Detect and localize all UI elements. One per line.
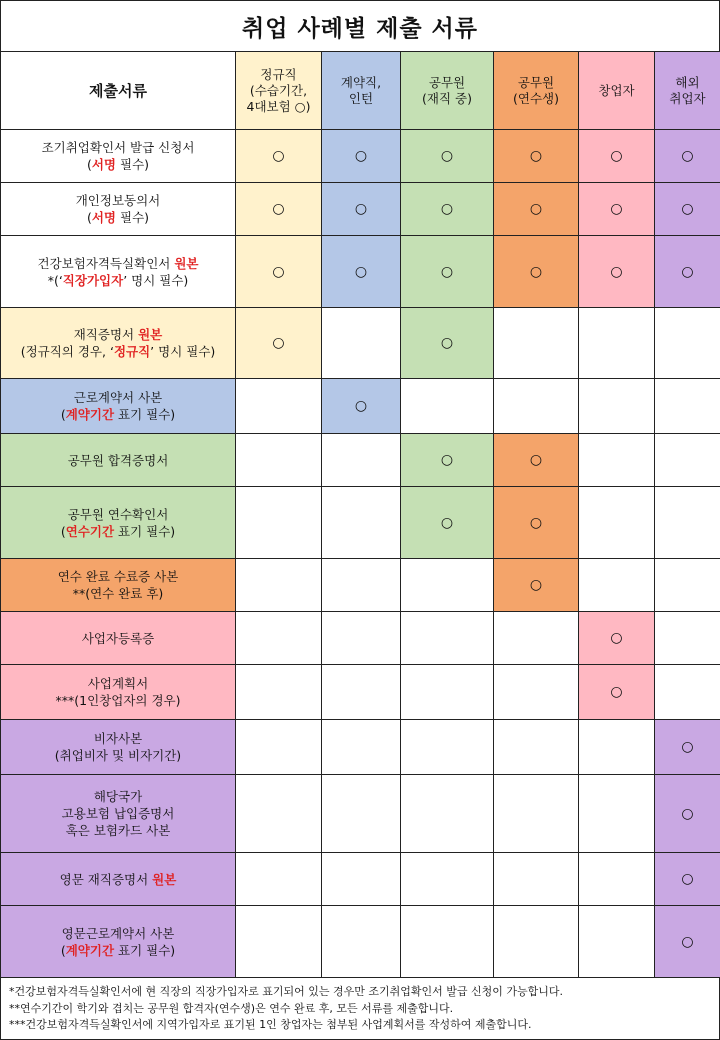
document-note: ’ 명시 필수)	[123, 272, 189, 288]
table-row	[1, 720, 720, 775]
document-note: 표기 필수)	[114, 942, 176, 958]
document-name-cell	[1, 434, 236, 487]
document-note: *(‘	[47, 272, 63, 288]
mark-cell	[401, 775, 494, 853]
mark-cell	[494, 612, 579, 665]
mark-cell: ○	[322, 379, 401, 434]
document-note: (	[86, 157, 92, 172]
document-note: 고용보험 납입증명서	[61, 806, 175, 821]
header-line: 4대보험 ○)	[246, 98, 311, 114]
mark-cell: ○	[579, 612, 655, 665]
header-line: (연수생)	[513, 90, 559, 106]
mark-cell: ○	[401, 236, 494, 308]
mark-cell	[655, 487, 720, 559]
mark-cell: ○	[655, 236, 720, 308]
table-row	[1, 559, 720, 612]
document-name-cell	[1, 612, 236, 665]
table-row	[1, 612, 720, 665]
document-name-cell	[1, 183, 236, 236]
column-header-documents: 제출서류	[1, 52, 236, 130]
mark-cell: ○	[655, 183, 720, 236]
document-name-cell	[1, 906, 236, 978]
mark-cell: ○	[494, 130, 579, 183]
document-name-cell	[1, 130, 236, 183]
mark-cell: ○	[655, 906, 720, 978]
mark-cell	[236, 559, 322, 612]
mark-cell: ○	[322, 183, 401, 236]
mark-cell	[322, 665, 401, 720]
mark-cell	[494, 906, 579, 978]
header-line: 인턴	[348, 90, 374, 106]
document-name: 공무원 합격증명서	[67, 452, 169, 468]
document-name-cell	[1, 308, 236, 379]
header-line: (재직 중)	[422, 90, 472, 106]
mark-cell	[494, 720, 579, 775]
table-row	[1, 906, 720, 978]
mark-cell: ○	[401, 308, 494, 379]
document-note: 필수)	[116, 157, 150, 172]
document-note: ***(1인창업자의 경우)	[55, 693, 181, 708]
mark-cell: ○	[494, 559, 579, 612]
mark-cell: ○	[322, 130, 401, 183]
column-header-startup	[579, 52, 655, 130]
document-note: (취업비자 및 비자기간)	[54, 748, 182, 763]
mark-cell: ○	[236, 183, 322, 236]
column-header-overseas	[655, 52, 720, 130]
document-name: 영문 재직증명서	[59, 871, 153, 887]
table-row	[1, 665, 720, 720]
footnote: ***건강보험자격득실확인서에 지역가입자로 표기된 1인 창업자는 첨부된 사업계획서를 작성하여 제출합니다.	[9, 1018, 532, 1031]
document-note: (	[60, 942, 66, 958]
header-line: 공무원	[428, 74, 466, 90]
document-name-emphasis: 원본	[174, 255, 199, 271]
mark-cell	[579, 308, 655, 379]
document-name-cell	[1, 665, 236, 720]
mark-cell	[401, 853, 494, 906]
mark-cell	[579, 434, 655, 487]
document-note: 표기 필수)	[114, 407, 176, 422]
document-name: 조기취업확인서 발급 신청서	[41, 140, 195, 155]
header-line: 창업자	[598, 82, 635, 98]
mark-cell: ○	[236, 308, 322, 379]
document-note: (	[60, 523, 66, 539]
document-name: 사업자등록증	[81, 630, 155, 646]
document-name: 영문근로계약서 사본	[61, 925, 175, 941]
document-note: 혹은 보험카드 사본	[65, 823, 171, 838]
mark-cell	[236, 853, 322, 906]
mark-cell: ○	[236, 236, 322, 308]
mark-cell	[322, 434, 401, 487]
mark-cell	[322, 775, 401, 853]
document-name: 비자사본	[93, 731, 143, 746]
table-row	[1, 775, 720, 853]
mark-cell	[401, 559, 494, 612]
header-line: 취업자	[669, 90, 706, 106]
table-row	[1, 130, 720, 183]
mark-cell: ○	[494, 434, 579, 487]
mark-cell	[579, 906, 655, 978]
mark-cell	[401, 665, 494, 720]
mark-cell	[494, 775, 579, 853]
column-header-regular	[236, 52, 322, 130]
mark-cell	[322, 487, 401, 559]
document-name-cell	[1, 379, 236, 434]
mark-cell: ○	[655, 720, 720, 775]
document-note: ’ 명시 필수)	[150, 344, 216, 359]
mark-cell	[322, 308, 401, 379]
document-name: 연수 완료 수료증 사본	[57, 569, 179, 584]
document-note: 필수)	[116, 210, 150, 225]
header-line: 해외	[675, 74, 700, 90]
mark-cell	[322, 559, 401, 612]
mark-cell: ○	[494, 487, 579, 559]
mark-cell: ○	[494, 183, 579, 236]
header-row	[1, 52, 720, 130]
footnote: *건강보험자격득실확인서에 현 직장의 직장가입자로 표기되어 있는 경우만 조기취업확인서 발급 신청이 가능합니다.	[9, 985, 564, 998]
mark-cell	[322, 853, 401, 906]
document-name-cell	[1, 775, 236, 853]
footnotes	[0, 978, 720, 1040]
mark-cell	[494, 308, 579, 379]
header-line: (수습기간,	[249, 82, 308, 98]
table-row	[1, 236, 720, 308]
column-header-civil-servant-employed	[401, 52, 494, 130]
mark-cell	[655, 379, 720, 434]
mark-cell: ○	[401, 487, 494, 559]
document-note-emphasis: 계약기간	[65, 942, 115, 958]
mark-cell	[655, 612, 720, 665]
mark-cell	[236, 379, 322, 434]
table-row	[1, 183, 720, 236]
mark-cell	[655, 308, 720, 379]
mark-cell: ○	[494, 236, 579, 308]
column-header-contract	[322, 52, 401, 130]
document-name: 사업계획서	[87, 676, 149, 691]
footnote: **연수기간이 학기와 겹치는 공무원 합격자(연수생)은 연수 완료 후, 모든 서류를 제출합니다.	[9, 1001, 454, 1015]
mark-cell	[494, 379, 579, 434]
document-name: 건강보험자격득실확인서	[37, 255, 175, 271]
header-line: 정규직	[260, 66, 297, 82]
document-name: 공무원 연수확인서	[67, 506, 169, 522]
document-note-emphasis: 정규직	[113, 344, 151, 359]
mark-cell	[579, 853, 655, 906]
document-name: 개인정보동의서	[75, 193, 161, 208]
page-title: 취업 사례별 제출 서류	[0, 0, 720, 52]
mark-cell	[494, 853, 579, 906]
mark-cell: ○	[655, 775, 720, 853]
document-note: 표기 필수)	[114, 523, 176, 539]
document-note: (	[60, 407, 66, 422]
mark-cell	[401, 612, 494, 665]
mark-cell	[236, 487, 322, 559]
document-note-emphasis: 직장가입자	[62, 272, 124, 288]
header-line: 계약직,	[340, 74, 382, 90]
document-note: **(연수 완료 후)	[72, 586, 164, 601]
mark-cell	[322, 720, 401, 775]
mark-cell	[655, 434, 720, 487]
header-line: 공무원	[517, 74, 555, 90]
mark-cell: ○	[579, 130, 655, 183]
document-name-emphasis: 원본	[138, 327, 163, 342]
table-row	[1, 853, 720, 906]
document-note-emphasis: 연수기간	[65, 523, 115, 539]
table-row	[1, 308, 720, 379]
mark-cell	[236, 434, 322, 487]
mark-cell: ○	[401, 130, 494, 183]
mark-cell: ○	[401, 183, 494, 236]
document-name-emphasis: 원본	[152, 871, 177, 887]
document-name: 근로계약서 사본	[73, 390, 163, 405]
mark-cell: ○	[655, 130, 720, 183]
mark-cell: ○	[579, 665, 655, 720]
table-row	[1, 379, 720, 434]
document-note-emphasis: 서명	[91, 157, 117, 172]
mark-cell	[401, 906, 494, 978]
document-note-emphasis: 서명	[91, 210, 117, 225]
mark-cell	[579, 720, 655, 775]
document-name-cell	[1, 853, 236, 906]
mark-cell: ○	[579, 236, 655, 308]
mark-cell	[236, 720, 322, 775]
mark-cell: ○	[579, 183, 655, 236]
document-note: (	[86, 210, 92, 225]
mark-cell	[236, 612, 322, 665]
column-header-civil-servant-trainee	[494, 52, 579, 130]
mark-cell: ○	[401, 434, 494, 487]
mark-cell	[494, 665, 579, 720]
document-name-cell	[1, 720, 236, 775]
mark-cell	[655, 665, 720, 720]
mark-cell	[579, 775, 655, 853]
mark-cell	[236, 906, 322, 978]
document-name: 해당국가	[93, 789, 143, 804]
mark-cell	[322, 612, 401, 665]
document-note: (정규직의 경우, ‘	[20, 344, 114, 359]
mark-cell: ○	[236, 130, 322, 183]
document-name: 재직증명서	[73, 327, 139, 342]
mark-cell: ○	[655, 853, 720, 906]
submission-documents-table	[0, 51, 720, 978]
mark-cell	[236, 775, 322, 853]
document-name-cell	[1, 487, 236, 559]
mark-cell	[236, 665, 322, 720]
mark-cell	[579, 379, 655, 434]
document-name-cell	[1, 559, 236, 612]
mark-cell	[579, 559, 655, 612]
mark-cell	[322, 906, 401, 978]
table-row	[1, 434, 720, 487]
table-row	[1, 487, 720, 559]
mark-cell	[401, 379, 494, 434]
mark-cell: ○	[322, 236, 401, 308]
mark-cell	[579, 487, 655, 559]
mark-cell	[401, 720, 494, 775]
document-name-cell	[1, 236, 236, 308]
document-note-emphasis: 계약기간	[65, 407, 115, 422]
mark-cell	[655, 559, 720, 612]
